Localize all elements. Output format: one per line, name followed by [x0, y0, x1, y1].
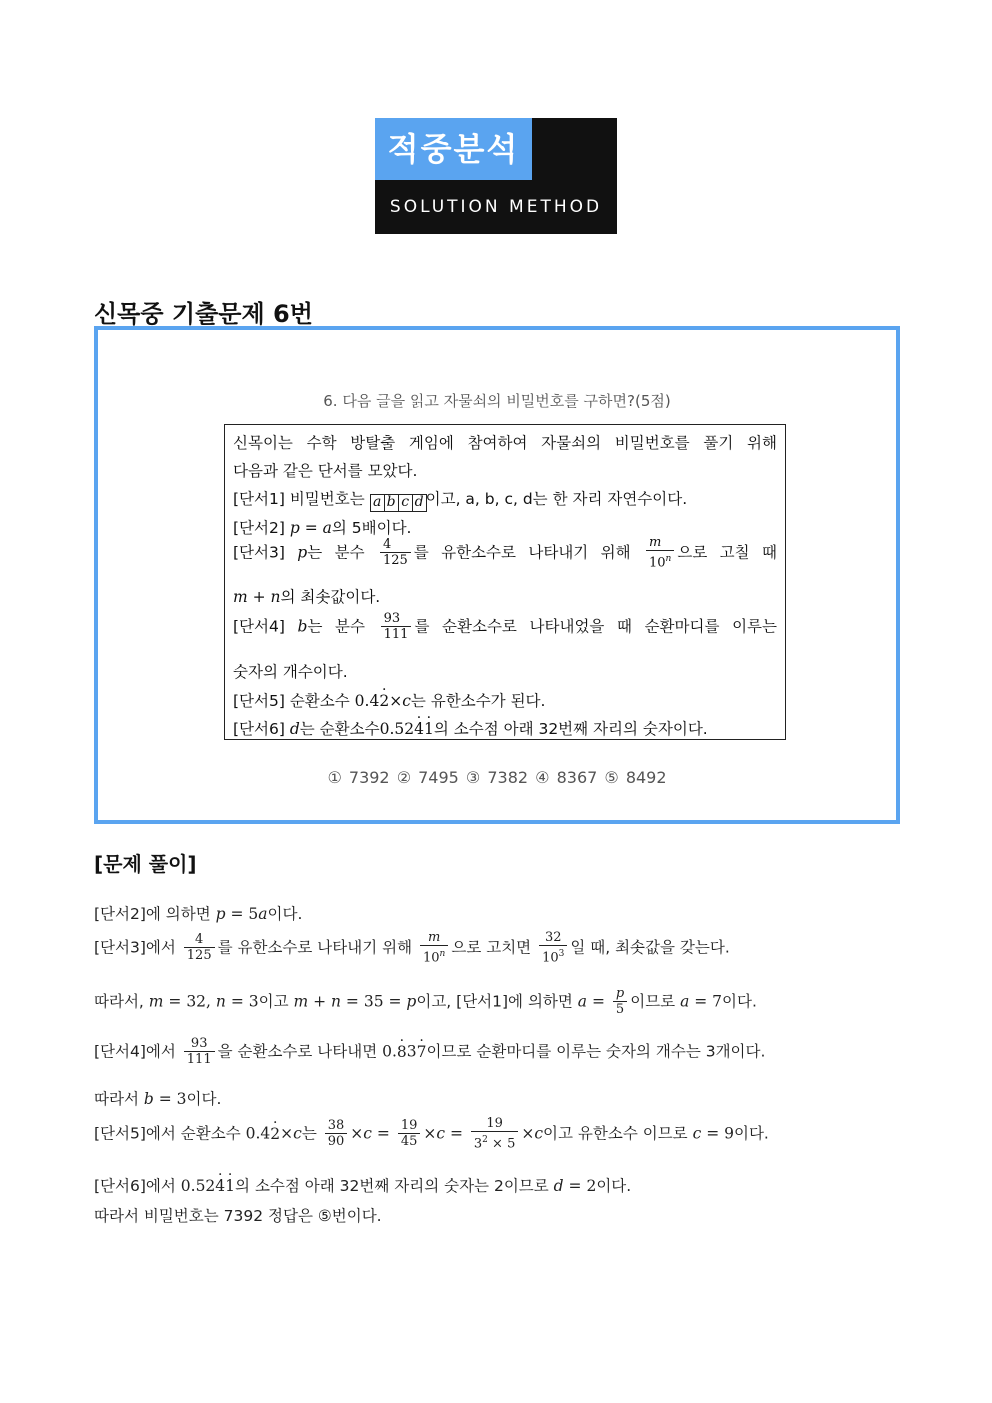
answer-choices: ① 7392 ② 7495 ③ 7382 ④ 8367 ⑤ 8492 [327, 768, 667, 787]
clue-box [224, 424, 786, 740]
clue-5: [단서5] 순환소수 0.42 ·×c는 유한소수가 된다. [233, 689, 777, 711]
solution-method-badge [375, 118, 617, 234]
clue-6: [단서6] d는 순환소수0.524 ·1 ·의 소수점 아래 32번째 자리의 숫자이다. [233, 717, 777, 739]
fraction-93-111: $\frac{93}{111}$ [381, 611, 412, 643]
digit-box-d: d [412, 494, 427, 512]
solution-line-1: [단서2]에 의하면 p = 5a이다. [94, 905, 303, 923]
solution-line-2: [단서3]에서 $\frac{4}{125}$ 를 유한소수로 나타내기 위해 $\frac{m}{10^n}$ 으로 고치면 $\frac{32}{10^3}$ 일 때, 최솟값을 갖는다. [94, 930, 730, 966]
clue-4-cont: 숫자의 개수이다. [233, 663, 348, 681]
fraction-m-10n: $\frac{m}{10^n}$ [646, 535, 674, 571]
solution-line-3: 따라서, m = 32, n = 3이고 m + n = 35 = p이고, [단서1]에 의하면 a = $\frac{p}{5}$ 이므로 a = 7이다. [94, 986, 757, 1017]
solution-line-6: [단서5]에서 순환소수 0.42 ·×c는 $\frac{38}{90}$ ×c = $\frac{19}{45}$ ×c = $\frac{19}{3^2 \times 5}$ ×c이고 유한소수 이므로 c = 9이다. [94, 1116, 769, 1152]
clue-1: [단서1] 비밀번호는 a b c d 이고, a, b, c, d는 한 자리 자연수이다. [233, 490, 688, 510]
digit-box-b: b [384, 494, 399, 512]
fraction-4-125: $\frac{4}{125}$ [380, 537, 411, 569]
solution-line-7: [단서6]에서 0.524 ·1 ·의 소수점 아래 32번째 자리의 숫자는 2이므로 d = 2이다. [94, 1174, 631, 1196]
clue-4: [단서4] b는 분수 $\frac{93}{111}$ 를 순환소수로 나타내었을 때 순환마디를 이루는 [233, 611, 777, 642]
digit-box-c: c [398, 494, 413, 512]
section-title: 신목중 기출문제 6번 [94, 300, 313, 328]
badge-title: 적중분석 [375, 118, 532, 180]
badge-subtitle: SOLUTION METHOD [389, 197, 603, 217]
digit-box-a: a [370, 494, 385, 512]
solution-title: [문제 풀이] [94, 852, 197, 876]
solution-line-8: 따라서 비밀번호는 7392 정답은 ⑤번이다. [94, 1207, 382, 1225]
solution-line-5: 따라서 b = 3이다. [94, 1090, 222, 1108]
clue-2: [단서2] p = a의 5배이다. [233, 519, 412, 537]
clue-intro-1: 신목이는 수학 방탈출 게임에 참여하여 자물쇠의 비밀번호를 풀기 위해 [233, 434, 777, 452]
question-title: 6. 다음 글을 읽고 자물쇠의 비밀번호를 구하면?(5점) [323, 392, 671, 410]
solution-line-4: [단서4]에서 $\frac{93}{111}$ 을 순환소수로 나타내면 0.8 ·37 ·이므로 순환마디를 이루는 숫자의 개수는 3개이다. [94, 1036, 765, 1068]
question-box [94, 326, 900, 824]
clue-intro-2: 다음과 같은 단서를 모았다. [233, 462, 418, 480]
clue-3-cont: m + n의 최솟값이다. [233, 588, 381, 606]
fraction-32-1000: $\frac{32}{10^3}$ [539, 930, 567, 966]
clue-3: [단서3] p는 분수 $\frac{4}{125}$ 를 유한소수로 나타내기 위해 $\frac{m}{10^n}$ 으로 고칠 때 [233, 535, 777, 571]
